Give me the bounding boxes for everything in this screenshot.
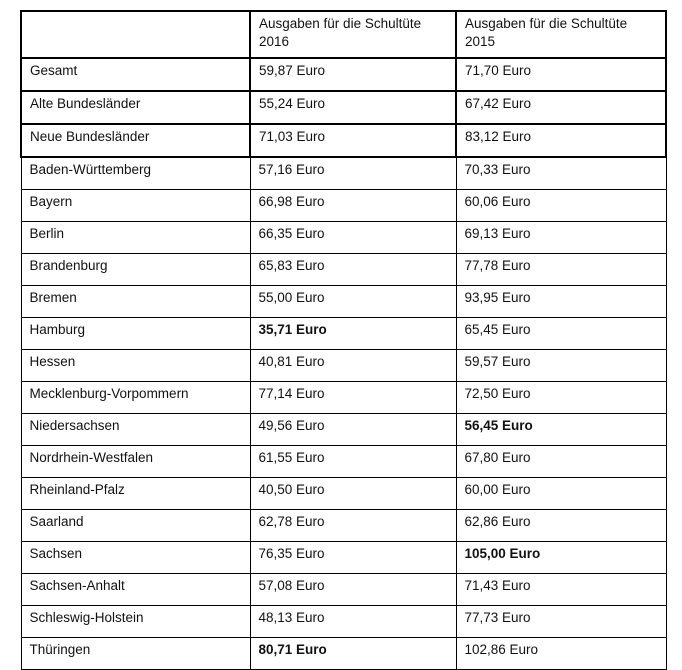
value-2015: 71,43 Euro: [456, 574, 666, 606]
value-2015: 93,95 Euro: [456, 286, 666, 318]
table-row-state: [21, 382, 666, 414]
value-2016: 66,35 Euro: [250, 222, 456, 254]
row-label: Brandenburg: [21, 254, 250, 286]
value-2016: 48,13 Euro: [250, 606, 456, 638]
value-2016: 35,71 Euro: [250, 318, 456, 350]
value-2016: 40,50 Euro: [250, 478, 456, 510]
header-cell-empty: [21, 11, 250, 58]
table-row-summary: [21, 58, 666, 91]
value-2016: 62,78 Euro: [250, 510, 456, 542]
row-label: Niedersachsen: [21, 414, 250, 446]
value-2015: 70,33 Euro: [456, 157, 666, 190]
row-label: Hessen: [21, 350, 250, 382]
value-2016: 77,14 Euro: [250, 382, 456, 414]
value-2016: 49,56 Euro: [250, 414, 456, 446]
header-cell-2015: Ausgaben für die Schultüte 2015: [456, 11, 666, 58]
value-2015: 60,06 Euro: [456, 190, 666, 222]
row-label: Thüringen: [21, 638, 250, 670]
row-label: Nordrhein-Westfalen: [21, 446, 250, 478]
value-2015: 69,13 Euro: [456, 222, 666, 254]
table-row-state: [21, 318, 666, 350]
row-label: Bayern: [21, 190, 250, 222]
table-row-state: [21, 254, 666, 286]
value-2015: 67,80 Euro: [456, 446, 666, 478]
value-2016: 57,16 Euro: [250, 157, 456, 190]
table-row-summary: [21, 91, 666, 124]
table-row-state: [21, 606, 666, 638]
value-2016: 57,08 Euro: [250, 574, 456, 606]
table-row-state: [21, 510, 666, 542]
value-2015: 77,78 Euro: [456, 254, 666, 286]
value-2016: 71,03 Euro: [250, 124, 456, 157]
value-2015: 71,70 Euro: [456, 58, 666, 91]
value-2016: 40,81 Euro: [250, 350, 456, 382]
row-label: Sachsen-Anhalt: [21, 574, 250, 606]
value-2016: 65,83 Euro: [250, 254, 456, 286]
row-label: Sachsen: [21, 542, 250, 574]
table-row-state: [21, 638, 666, 670]
value-2015: 72,50 Euro: [456, 382, 666, 414]
value-2016: 76,35 Euro: [250, 542, 456, 574]
value-2016: 55,24 Euro: [250, 91, 456, 124]
value-2015: 59,57 Euro: [456, 350, 666, 382]
row-label: Berlin: [21, 222, 250, 254]
value-2015: 77,73 Euro: [456, 606, 666, 638]
value-2016: 61,55 Euro: [250, 446, 456, 478]
table-row-state: [21, 478, 666, 510]
table-row-state: [21, 542, 666, 574]
value-2015: 102,86 Euro: [456, 638, 666, 670]
header-cell-2016: Ausgaben für die Schultüte 2016: [250, 11, 456, 58]
table-row-state: [21, 190, 666, 222]
table-row-state: [21, 222, 666, 254]
row-label: Saarland: [21, 510, 250, 542]
table-row-state: [21, 574, 666, 606]
row-label: Baden-Württemberg: [21, 157, 250, 190]
value-2015: 62,86 Euro: [456, 510, 666, 542]
value-2015: 105,00 Euro: [456, 542, 666, 574]
value-2015: 60,00 Euro: [456, 478, 666, 510]
row-label: Hamburg: [21, 318, 250, 350]
value-2016: 55,00 Euro: [250, 286, 456, 318]
value-2015: 65,45 Euro: [456, 318, 666, 350]
value-2016: 80,71 Euro: [250, 638, 456, 670]
row-label: Gesamt: [21, 58, 250, 91]
table-row-summary: [21, 124, 666, 157]
row-label: Bremen: [21, 286, 250, 318]
table-row-state: [21, 157, 666, 190]
value-2015: 56,45 Euro: [456, 414, 666, 446]
table-header-row: [21, 11, 666, 58]
row-label: Alte Bundesländer: [21, 91, 250, 124]
row-label: Mecklenburg-Vorpommern: [21, 382, 250, 414]
schultuete-expenses-table: [20, 10, 667, 670]
table-row-state: [21, 286, 666, 318]
value-2016: 66,98 Euro: [250, 190, 456, 222]
table-row-state: [21, 446, 666, 478]
table-row-state: [21, 414, 666, 446]
value-2015: 83,12 Euro: [456, 124, 666, 157]
value-2016: 59,87 Euro: [250, 58, 456, 91]
row-label: Neue Bundesländer: [21, 124, 250, 157]
row-label: Rheinland-Pfalz: [21, 478, 250, 510]
row-label: Schleswig-Holstein: [21, 606, 250, 638]
value-2015: 67,42 Euro: [456, 91, 666, 124]
table-row-state: [21, 350, 666, 382]
